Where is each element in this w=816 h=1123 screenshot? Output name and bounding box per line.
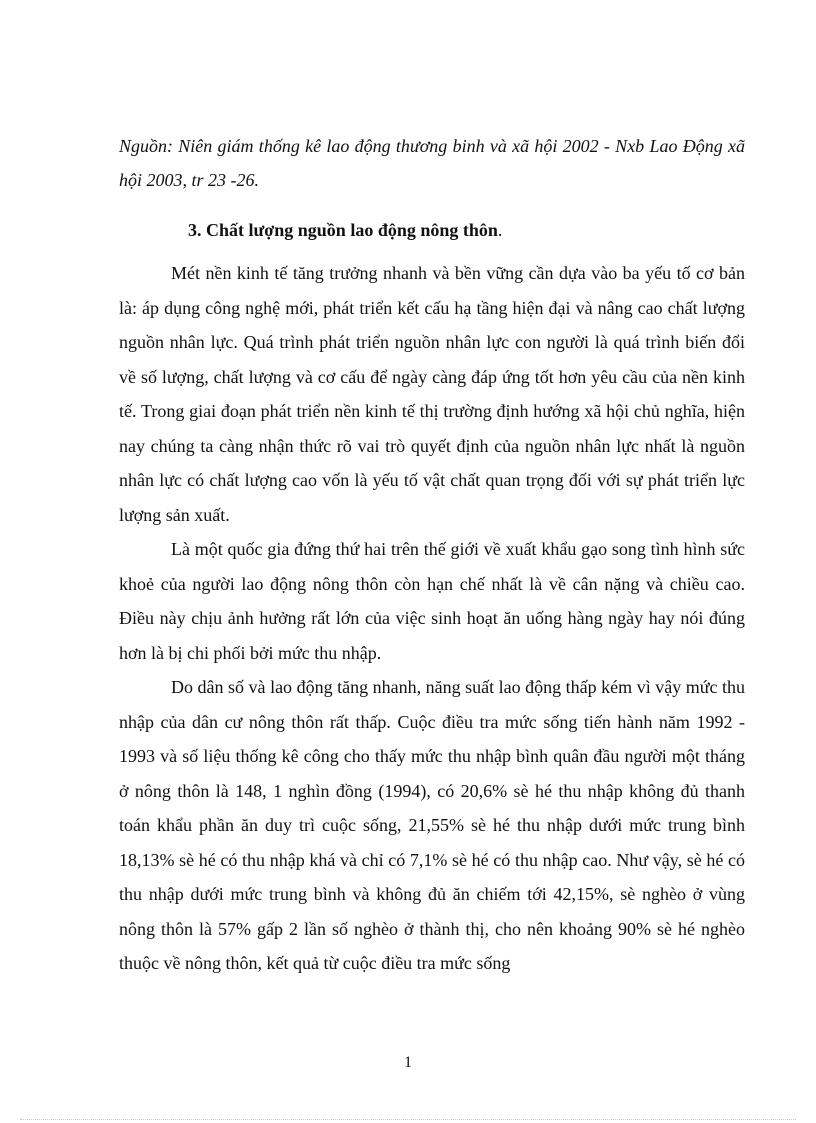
page-number: 1 xyxy=(404,1054,412,1071)
section-heading xyxy=(188,215,748,245)
source-note: Nguồn: Niên giám thống kê lao động thương binh và xã hội 2002 - Nxb Lao Động xã hội 2003, tr 23 -26. xyxy=(119,136,745,190)
paragraph-3: Do dân số và lao động tăng nhanh, năng suất lao động thấp kém vì vậy mức thu nhập của dân cư nông thôn rất thấp. Cuộc điều tra mức sống tiến hành năm 1992 - 1993 và số liệu thống kê công cho thấy mức thu nhập bình quân đầu người một tháng ở nông thôn là 148, 1 nghìn đồng (1994), có 20,6% sè hé thu nhập không đủ thanh toán khẩu phần ăn duy trì cuộc sống, 21,55% sè hé thu nhập dưới mức trung bình 18,13% sè hé có thu nhập khá và chỉ có 7,1% sè hé có thu nhập cao. Như vậy, sè hé có thu nhập dưới mức trung bình và không đủ ăn chiếm tới 42,15%, sè nghèo ở vùng nông thôn là 57% gấp 2 lần số nghèo ở thành thị, cho nên khoảng 90% sè hé nghèo thuộc về nông thôn, kết quả từ cuộc điều tra mức sống xyxy=(119,677,745,973)
section-heading-title: 3. Chất lượng nguồn lao động nông thôn xyxy=(188,220,498,240)
body-text xyxy=(119,256,745,981)
paragraph-2: Là một quốc gia đứng thứ hai trên thế giới về xuất khẩu gạo song tình hình sức khoẻ của người lao động nông thôn còn hạn chế nhất là về cân nặng và chiều cao. Điều này chịu ảnh hưởng rất lớn của việc sinh hoạt ăn uống hàng ngày hay nói đúng hơn là bị chi phối bởi mức thu nhập. xyxy=(119,539,745,663)
page-bottom-divider xyxy=(20,1119,796,1120)
section-heading-period: . xyxy=(497,220,503,240)
paragraph-1: Mét nền kinh tế tăng trưởng nhanh và bền vững cần dựa vào ba yếu tố cơ bản là: áp dụng công nghệ mới, phát triển kết cấu hạ tầng hiện đại và nâng cao chất lượng nguồn nhân lực. Quá trình phát triển nguồn nhân lực con người là quá trình biến đổi về số lượng, chất lượng và cơ cấu để ngày càng đáp ứng tốt hơn yêu cầu của nền kinh tế. Trong giai đoạn phát triển nền kinh tế thị trường định hướng xã hội chủ nghĩa, hiện nay chúng ta càng nhận thức rõ vai trò quyết định của nguồn nhân lực nhất là nguồn nhân lực có chất lượng cao vốn là yếu tố vật chất quan trọng đối với sự phát triển lực lượng sản xuất. xyxy=(119,263,745,525)
